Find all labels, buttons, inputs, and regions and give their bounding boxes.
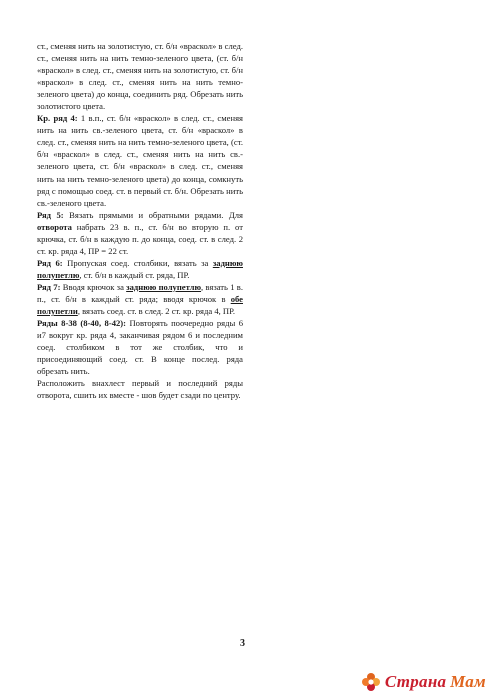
site-watermark <box>360 671 486 693</box>
page-number: 3 <box>240 638 245 649</box>
body-text: Повторять поочередно ряды 6 и7 вокруг кр. ряда 4, заканчивая рядом 6 и последним соед. столбиком в тот же столбик, что и присоединяющий соед. ст. В конце послед. ряда обрезать нить. <box>37 318 244 377</box>
heading-label: отворота <box>37 221 72 232</box>
body-text: Пропуская соед. столбики, вязать за <box>62 257 213 268</box>
paragraph <box>37 317 243 377</box>
body-text: ст., сменяя нить на золотистую, ст. б/н «враскол» в след. ст., сменяя нить на нить темно-зеленого цвета, (ст. б/н «враскол» в след. ст., сменяя нить на золотистую, ст. б/н «враскол» в след. ст., сменяя нить на нить темно-зеленого цвета) до конца, соединить ряд. Обрезать нить золотистого цвета. <box>37 41 243 112</box>
body-text: Вязать прямыми и обратными рядами. Для <box>63 209 243 220</box>
heading-label: Ряд 6: <box>37 257 63 268</box>
body-text: Вводя крючок за <box>60 281 127 292</box>
paragraph <box>37 112 243 208</box>
paragraph <box>37 209 243 257</box>
emphasis-text: заднюю полупетлю <box>37 257 243 280</box>
emphasis-text: обе полупетли <box>37 293 243 317</box>
body-text: , вязать соед. ст. в след. 2 ст. кр. ряда 4, ПР. <box>77 306 235 317</box>
heading-label: Ряды 8-38 (8-40, 8-42): <box>37 318 127 329</box>
heading-label: Ряд 7: <box>37 281 61 292</box>
body-text: , вязать 1 в. п., ст. б/н в каждый ст. ряда; вводя крючок в <box>37 281 243 304</box>
body-text: , ст. б/н в каждый ст. ряда, ПР. <box>79 269 190 280</box>
paragraph <box>37 377 243 401</box>
text-column <box>37 40 243 401</box>
heading-label: Кр. ряд 4: <box>37 113 78 124</box>
paragraph <box>37 40 243 112</box>
paragraph <box>37 281 243 317</box>
heading-label: Ряд 5: <box>37 209 64 220</box>
body-text: Расположить внахлест первый и последний ряды отворота, сшить их вместе - шов будет сзади по центру. <box>37 378 243 401</box>
flower-logo-icon <box>360 671 382 693</box>
body-text: набрать 23 в. п., ст. б/н во вторую п. от крючка, ст. б/н в каждую п. до конца, соед. ст. в след. 2 ст. кр. ряда 4, ПР = 22 ст. <box>37 221 243 256</box>
watermark-text <box>385 672 486 692</box>
watermark-part-2: Мам <box>450 672 486 691</box>
emphasis-text: заднюю полупетлю <box>126 281 202 292</box>
paragraph <box>37 257 243 281</box>
watermark-part-1: Страна <box>384 672 447 691</box>
body-text: 1 в.п., ст. б/н «враскол» в след. ст., сменяя нить на нить св.-зеленого цвета, ст. б/н «враскол» в след. ст., сменяя нить на нить темно-зеленого цвета, (ст. б/н «враскол» в след. ст., сменяя нить на нить св.-зеленого цвета, ст. б/н «враскол» в след. ст., сменяя нить на нить темно-зеленого цвета) до конца, сомкнуть ряд с помощью соед. ст. в первый ст. б/н. Обрезать нить св.-зеленого цвета. <box>37 113 243 208</box>
